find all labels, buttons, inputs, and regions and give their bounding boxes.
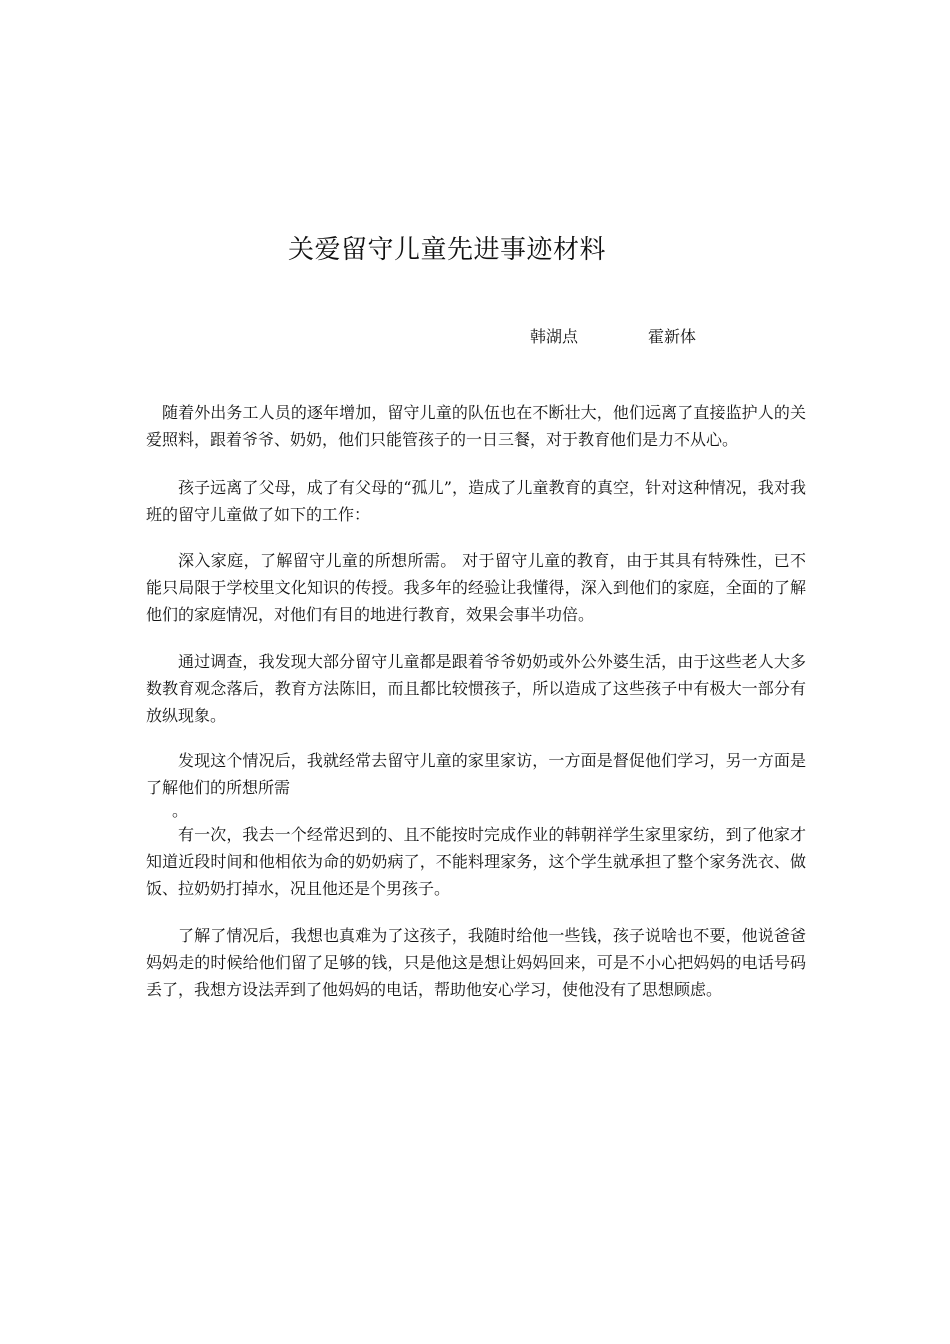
body-paragraph: 孩子远离了父母，成了有父母的“孤儿”，造成了儿童教育的真空，针对这种情况，我对我班的留守儿童做了如下的工作： bbox=[146, 478, 806, 524]
body-paragraph: 有一次，我去一个经常迟到的、且不能按时完成作业的韩朝祥学生家里家纺，到了他家才知道近段时间和他相依为命的奶奶病了，不能料理家务，这个学生就承担了整个家务洗衣、做饭、拉奶奶打掉水，况且他还是个男孩子。 bbox=[146, 825, 806, 898]
body-paragraph: 深入家庭，了解留守儿童的所想所需。 对于留守儿童的教育，由于其具有特殊性，已不能只局限于学校里文化知识的传授。我多年的经验让我懂得，深入到他们的家庭，全面的了解他们的家庭情况，对他们有目的地进行教育，效果会事半功倍。 bbox=[146, 551, 806, 624]
document-title: 关爱留守儿童先进事迹材料 bbox=[288, 235, 607, 265]
body-paragraph: 了解了情况后，我想也真难为了这孩子，我随时给他一些钱，孩子说啥也不要，他说爸爸妈妈走的时候给他们留了足够的钱，只是他这是想让妈妈回来，可是不小心把妈妈的电话号码丢了，我想方设法弄到了他妈妈的电话，帮助他安心学习，使他没有了思想顾虑。 bbox=[146, 926, 806, 999]
author-name: 霍新体 bbox=[648, 327, 697, 346]
body-paragraph: 发现这个情况后，我就经常去留守儿童的家里家访，一方面是督促他们学习，另一方面是了解他们的所想所需 bbox=[146, 751, 806, 797]
body-paragraph: 通过调查，我发现大部分留守儿童都是跟着爷爷奶奶或外公外婆生活，由于这些老人大多数教育观念落后，教育方法陈旧，而且都比较惯孩子，所以造成了这些孩子中有极大一部分有放纵现象。 bbox=[146, 652, 806, 725]
stray-period: 。 bbox=[172, 801, 189, 820]
author-name: 韩湖点 bbox=[530, 327, 579, 346]
body-paragraph: 随着外出务工人员的逐年增加，留守儿童的队伍也在不断壮大，他们远离了直接监护人的关爱照料，跟着爷爷、奶奶，他们只能管孩子的一日三餐，对于教育他们是力不从心。 bbox=[146, 403, 806, 449]
